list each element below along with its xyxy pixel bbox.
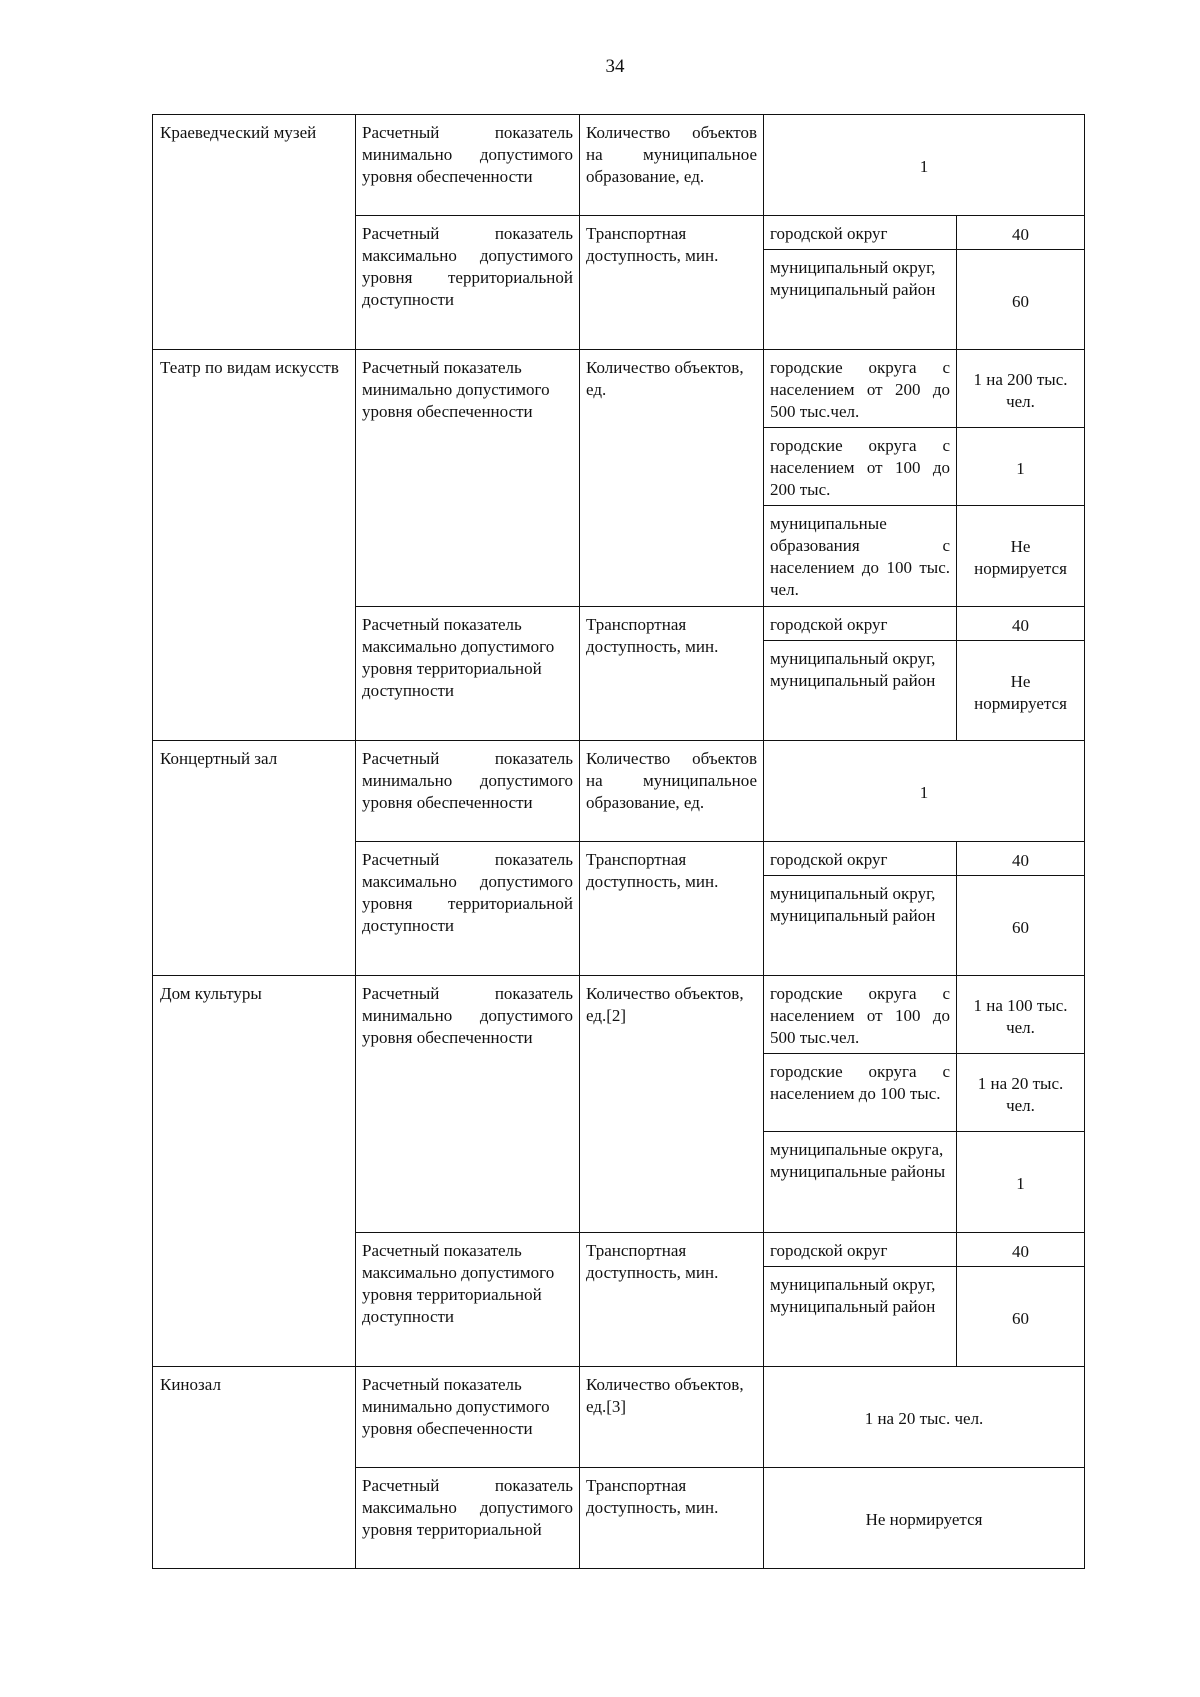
territory-cell: муниципальный округ, муниципальный район [764,876,957,976]
value-cell: 1 на 200 тыс. чел. [957,350,1085,428]
indicator-cell: Расчетный показатель максимально допустимого уровня территориальной доступности [356,1233,580,1367]
unit-cell: Транспортная доступность, мин. [580,607,764,741]
table-row [153,350,1085,428]
unit-cell: Транспортная доступность, мин. [580,842,764,976]
object-name-cell: Краеведческий музей [153,115,356,350]
territory-cell: муниципальные образования с населением до 100 тыс. чел. [764,506,957,607]
unit-cell: Количество объектов, ед.[2] [580,976,764,1233]
value-cell: Не нормируется [957,641,1085,741]
value-cell: 40 [957,842,1085,876]
unit-cell: Транспортная доступность, мин. [580,1468,764,1569]
object-name-cell: Кинозал [153,1367,356,1569]
indicator-cell: Расчетный показатель максимально допустимого уровня территориальной доступности [356,842,580,976]
territory-cell: муниципальный округ, муниципальный район [764,1267,957,1367]
indicator-cell: Расчетный показатель минимально допустимого уровня обеспеченности [356,115,580,216]
indicator-cell: Расчетный показатель минимально допустимого уровня обеспеченности [356,741,580,842]
page-number: 34 [605,56,625,77]
territory-cell: городской округ [764,216,957,250]
value-cell: 1 на 20 тыс. чел. [957,1054,1085,1132]
value-cell: 40 [957,1233,1085,1267]
territory-cell: городские округа с населением до 100 тыс. [764,1054,957,1132]
value-cell: 1 [764,741,1085,842]
indicator-cell: Расчетный показатель максимально допустимого уровня территориальной [356,1468,580,1569]
unit-cell: Количество объектов на муниципальное образование, ед. [580,115,764,216]
table-row [153,1367,1085,1468]
value-cell: 40 [957,607,1085,641]
unit-cell: Транспортная доступность, мин. [580,216,764,350]
territory-cell: муниципальный округ, муниципальный район [764,641,957,741]
value-cell: 60 [957,876,1085,976]
territory-cell: муниципальные округа, муниципальные районы [764,1132,957,1233]
territory-cell: муниципальный округ, муниципальный район [764,250,957,350]
value-cell: 1 [764,115,1085,216]
unit-cell: Количество объектов на муниципальное образование, ед. [580,741,764,842]
table-row [153,976,1085,1054]
unit-cell: Транспортная доступность, мин. [580,1233,764,1367]
table-row [153,741,1085,842]
unit-cell: Количество объектов, ед. [580,350,764,607]
value-cell: Не нормируется [764,1468,1085,1569]
object-name-cell: Театр по видам искусств [153,350,356,741]
value-cell: 1 [957,1132,1085,1233]
territory-cell: городской округ [764,842,957,876]
territory-cell: городской округ [764,607,957,641]
territory-cell: городской округ [764,1233,957,1267]
object-name-cell: Концертный зал [153,741,356,976]
territory-cell: городские округа с населением от 100 до 500 тыс.чел. [764,976,957,1054]
object-name-cell: Дом культуры [153,976,356,1367]
value-cell: 1 [957,428,1085,506]
unit-cell: Количество объектов, ед.[3] [580,1367,764,1468]
value-cell: 60 [957,250,1085,350]
indicator-cell: Расчетный показатель максимально допустимого уровня территориальной доступности [356,216,580,350]
territory-cell: городские округа с населением от 200 до 500 тыс.чел. [764,350,957,428]
territory-cell: городские округа с населением от 100 до 200 тыс. [764,428,957,506]
indicator-cell: Расчетный показатель минимально допустимого уровня обеспеченности [356,1367,580,1468]
value-cell: 60 [957,1267,1085,1367]
value-cell: 1 на 100 тыс. чел. [957,976,1085,1054]
indicator-cell: Расчетный показатель минимально допустимого уровня обеспеченности [356,350,580,607]
indicator-cell: Расчетный показатель минимально допустимого уровня обеспеченности [356,976,580,1233]
indicator-cell: Расчетный показатель максимально допустимого уровня территориальной доступности [356,607,580,741]
table-row [153,115,1085,216]
culture-facilities-norms-table [152,114,1085,1569]
value-cell: 1 на 20 тыс. чел. [764,1367,1085,1468]
value-cell: Не нормируется [957,506,1085,607]
value-cell: 40 [957,216,1085,250]
